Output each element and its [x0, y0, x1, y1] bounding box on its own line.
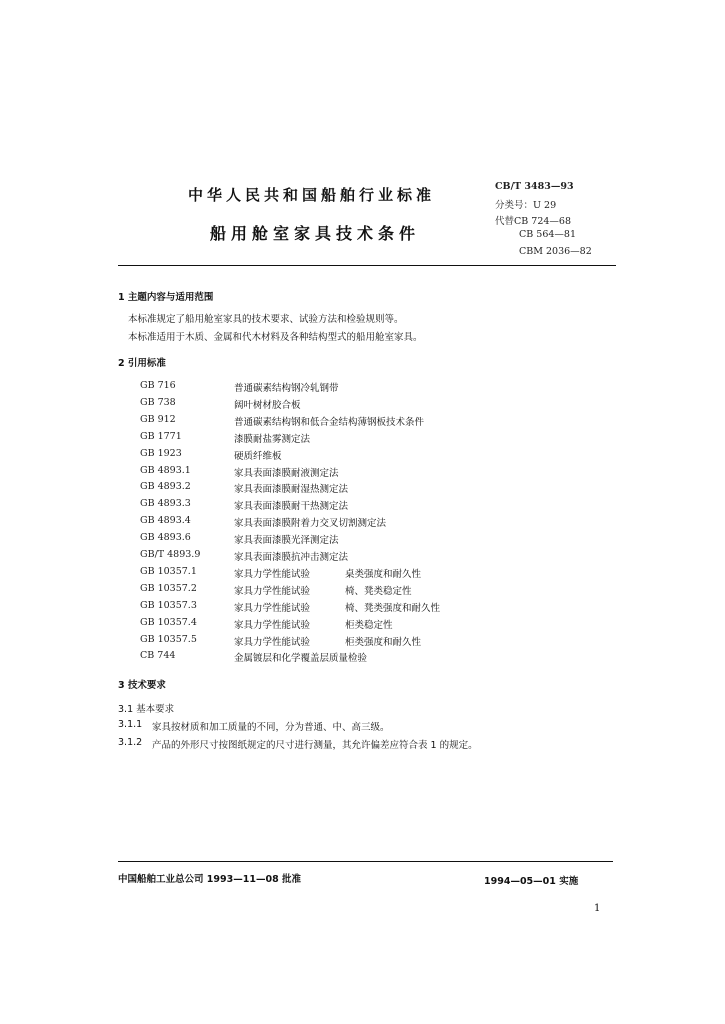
clause-3-1-1-text: 家具按材质和加工质量的不同，分为普通、中、高三级。 [152, 722, 390, 733]
footer-rule [118, 861, 613, 862]
reference-title: 金属镀层和化学覆盖层质量检验 [234, 653, 368, 664]
reference-title: 普通碳素结构钢和低合金结构薄钢板技术条件 [234, 417, 425, 428]
reference-code: GB 912 [140, 414, 176, 425]
reference-code: GB 738 [140, 397, 176, 408]
reference-code: GB 1923 [140, 448, 182, 459]
clause-3-1-2-number: 3.1.2 [118, 737, 143, 748]
clause-3-1-2-text: 产品的外形尺寸按图纸规定的尺寸进行测量，其允许偏差应符合表 1 的规定。 [152, 740, 478, 751]
reference-title: 家具力学性能试验 [234, 603, 311, 614]
reference-subtitle: 柜类稳定性 [345, 620, 393, 631]
reference-title: 家具力学性能试验 [234, 569, 311, 580]
reference-title: 家具表面漆膜附着力交叉切割测定法 [234, 518, 387, 529]
reference-code: GB 716 [140, 380, 176, 391]
reference-title: 漆膜耐盐雾测定法 [234, 434, 311, 445]
doc-title: 船用舱室家具技术条件 [210, 224, 421, 243]
section-1-paragraph-2: 本标准适用于木质、金属和代木材料及各种结构型式的船用舱室家具。 [128, 332, 423, 343]
section-2-heading: 2 引用标准 [118, 358, 166, 369]
section-1-paragraph-1: 本标准规定了船用舱室家具的技术要求、试验方法和检验规则等。 [128, 314, 404, 325]
replaces-line-3: CBM 2036—82 [519, 246, 592, 257]
reference-code: GB 4893.2 [140, 481, 191, 492]
approval-line: 中国船舶工业总公司 1993—11—08 批准 [118, 874, 301, 885]
reference-subtitle: 椅、凳类强度和耐久性 [345, 603, 441, 614]
reference-code: CB 744 [140, 650, 176, 661]
reference-title: 家具力学性能试验 [234, 620, 311, 631]
reference-title: 家具表面漆膜光泽测定法 [234, 535, 339, 546]
reference-title: 家具表面漆膜耐湿热测定法 [234, 484, 349, 495]
reference-code: GB 1771 [140, 431, 182, 442]
reference-code: GB 10357.1 [140, 566, 197, 577]
reference-code: GB 10357.2 [140, 583, 197, 594]
effective-date: 1994—05—01 实施 [484, 876, 579, 887]
header-rule [118, 265, 616, 266]
standard-number: CB/T 3483—93 [495, 181, 574, 192]
reference-code: GB 4893.3 [140, 498, 191, 509]
clause-3-1: 3.1 基本要求 [118, 704, 175, 715]
reference-title: 普通碳素结构钢冷轧钢带 [234, 383, 339, 394]
reference-code: GB 4893.6 [140, 532, 191, 543]
reference-code: GB 4893.4 [140, 515, 191, 526]
reference-title: 家具力学性能试验 [234, 637, 311, 648]
reference-code: GB 4893.1 [140, 465, 191, 476]
reference-title: 家具表面漆膜抗冲击测定法 [234, 552, 349, 563]
reference-title: 家具力学性能试验 [234, 586, 311, 597]
reference-subtitle: 椅、凳类稳定性 [345, 586, 412, 597]
classification-number: 分类号：U 29 [495, 200, 557, 211]
reference-code: GB 10357.4 [140, 617, 197, 628]
reference-code: GB/T 4893.9 [140, 549, 201, 560]
reference-subtitle: 桌类强度和耐久性 [345, 569, 422, 580]
org-title: 中华人民共和国船舶行业标准 [188, 186, 436, 204]
replaces-line-1: 代替CB 724—68 [495, 216, 571, 227]
reference-title: 家具表面漆膜耐干热测定法 [234, 501, 349, 512]
reference-title: 硬质纤维板 [234, 451, 282, 462]
section-3-heading: 3 技术要求 [118, 680, 166, 691]
reference-code: GB 10357.5 [140, 634, 197, 645]
clause-3-1-1-number: 3.1.1 [118, 719, 143, 730]
reference-code: GB 10357.3 [140, 600, 197, 611]
reference-subtitle: 柜类强度和耐久性 [345, 637, 422, 648]
page-number: 1 [594, 903, 601, 914]
replaces-line-2: CB 564—81 [519, 229, 576, 240]
section-1-heading: 1 主题内容与适用范围 [118, 292, 214, 303]
reference-title: 阔叶树材胶合板 [234, 400, 301, 411]
reference-title: 家具表面漆膜耐液测定法 [234, 468, 339, 479]
